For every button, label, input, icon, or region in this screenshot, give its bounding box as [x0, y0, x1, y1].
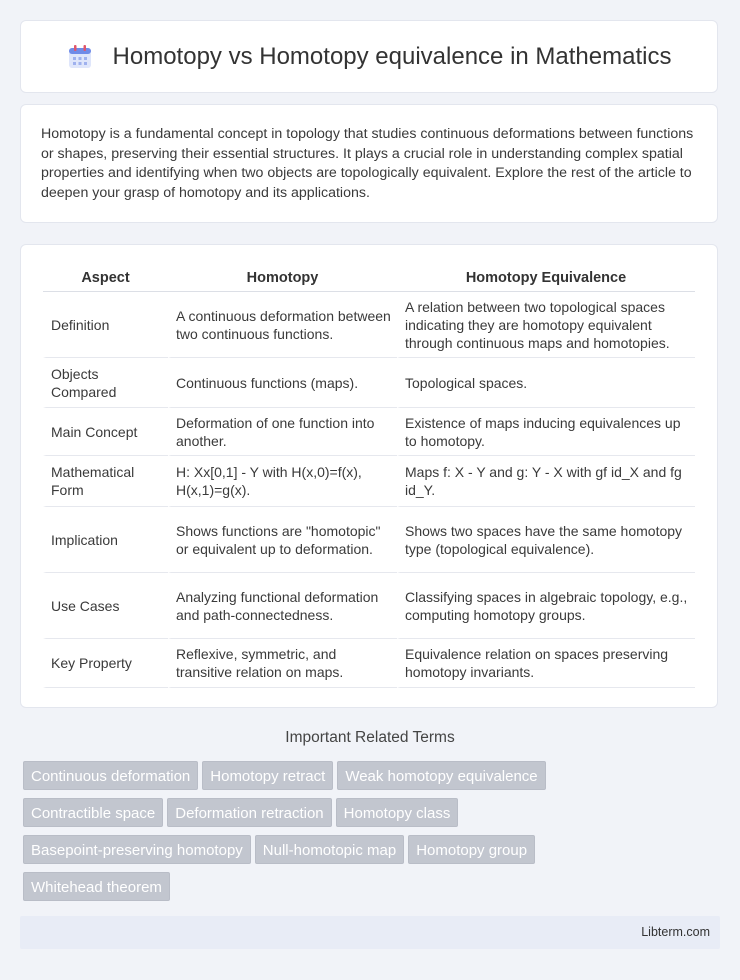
table-cell: A relation between two topological spaces indicating they are homotopy equivalent through continuous maps and homotopies. [397, 292, 695, 358]
table-cell: Continuous functions (maps). [168, 358, 397, 408]
comparison-table [43, 265, 695, 688]
table-row [43, 292, 695, 358]
table-cell: Main Concept [43, 408, 168, 456]
related-term-tag[interactable]: Contractible space [23, 798, 163, 827]
related-term-tag[interactable]: Homotopy group [408, 835, 535, 864]
table-row [43, 456, 695, 507]
table-row [43, 358, 695, 408]
table-cell: Classifying spaces in algebraic topology, e.g., computing homotopy groups. [397, 573, 695, 639]
table-cell: Equivalence relation on spaces preserving homotopy invariants. [397, 639, 695, 688]
page-title: Homotopy vs Homotopy equivalence in Mathematics [112, 42, 672, 70]
calendar-icon [67, 44, 93, 70]
related-terms-list [23, 761, 723, 909]
intro-text: Homotopy is a fundamental concept in topology that studies continuous deformations between functions or shapes, preserving their essential structures. It plays a crucial role in understanding complex spatial properties and identifying when two objects are topologically equivalent. Explore the rest of the article to deepen your grasp of homotopy and its applications. [41, 126, 694, 201]
table-cell: Deformation of one function into another. [168, 408, 397, 456]
table-row [43, 639, 695, 688]
related-term-tag[interactable]: Homotopy retract [202, 761, 333, 790]
table-cell: Key Property [43, 639, 168, 688]
footer [20, 916, 720, 949]
table-cell: Objects Compared [43, 358, 168, 408]
related-term-tag[interactable]: Null-homotopic map [255, 835, 404, 864]
column-header-aspect: Aspect [43, 265, 168, 292]
table-cell: Topological spaces. [397, 358, 695, 408]
related-term-tag[interactable]: Weak homotopy equivalence [337, 761, 545, 790]
related-term-tag[interactable]: Whitehead theorem [23, 872, 170, 901]
table-row [43, 507, 695, 573]
column-header-homotopy: Homotopy [168, 265, 397, 292]
table-cell: Shows two spaces have the same homotopy type (topological equivalence). [397, 507, 695, 573]
table-cell: Implication [43, 507, 168, 573]
comparison-card [20, 244, 718, 708]
related-terms-title: Important Related Terms [285, 729, 455, 746]
table-cell: H: Xx[0,1] - Y with H(x,0)=f(x), H(x,1)=g(x). [168, 456, 397, 507]
table-cell: Existence of maps inducing equivalences up to homotopy. [397, 408, 695, 456]
table-cell: Use Cases [43, 573, 168, 639]
table-cell: Definition [43, 292, 168, 358]
related-term-tag[interactable]: Continuous deformation [23, 761, 198, 790]
table-cell: Reflexive, symmetric, and transitive relation on maps. [168, 639, 397, 688]
title-card [20, 20, 718, 93]
table-cell: Shows functions are "homotopic" or equivalent up to deformation. [168, 507, 397, 573]
table-cell: Mathematical Form [43, 456, 168, 507]
column-header-homotopy-equivalence: Homotopy Equivalence [397, 265, 695, 292]
table-cell: A continuous deformation between two continuous functions. [168, 292, 397, 358]
related-term-tag[interactable]: Homotopy class [336, 798, 459, 827]
footer-site-link[interactable]: Libterm.com [641, 925, 710, 939]
table-cell: Analyzing functional deformation and path-connectedness. [168, 573, 397, 639]
table-header-row [43, 265, 695, 292]
table-cell: Maps f: X - Y and g: Y - X with gf id_X and fg id_Y. [397, 456, 695, 507]
related-term-tag[interactable]: Basepoint-preserving homotopy [23, 835, 251, 864]
table-row [43, 573, 695, 639]
intro-card [20, 104, 718, 223]
related-term-tag[interactable]: Deformation retraction [167, 798, 331, 827]
table-row [43, 408, 695, 456]
